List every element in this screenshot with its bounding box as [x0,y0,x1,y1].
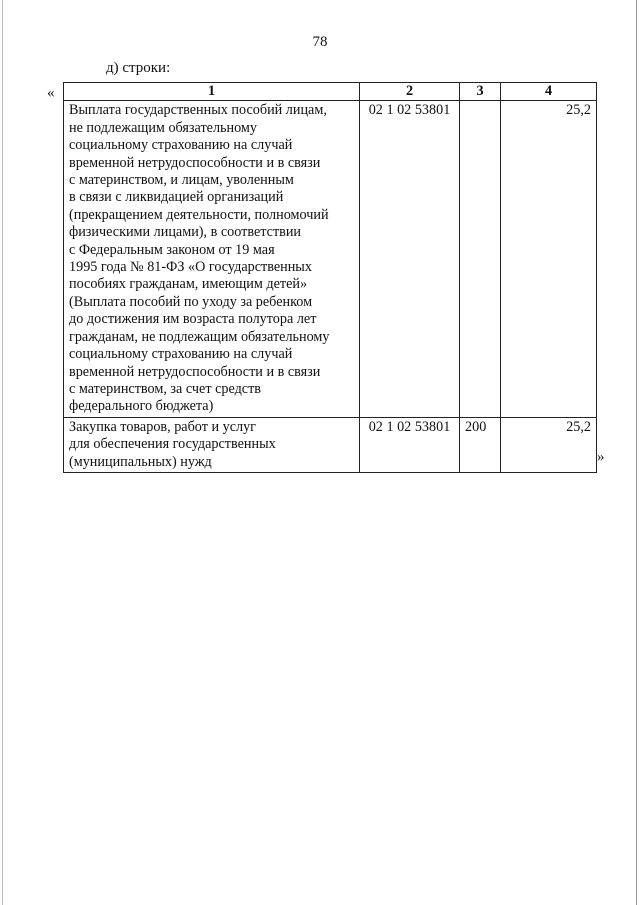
page-edge-left [2,0,3,905]
budget-lines-table [63,82,597,473]
closing-quote: » [597,449,605,465]
row-amount-cell: 25,2 [501,101,597,417]
page-edge-right [636,0,637,905]
opening-quote: « [47,85,55,101]
column-header-code: 2 [360,83,460,101]
row-code-cell: 02 1 02 53801 [360,101,460,417]
table-header-row [64,83,597,101]
row-type-cell [460,101,501,417]
row-type-cell: 200 [460,417,501,472]
row-name-cell: Выплата государственных пособий лицам, не подлежащим обязательному социальному страхованию на случай временной нетрудоспособности и в связи с материнством, и лицам, уволенным в связи с ликвидацией организаций (прекращением деятельности, полномочий физическими лицами), в соответствии с Федеральным законом от 19 мая 1995 года № 81-ФЗ «О государственных пособиях гражданам, имеющим детей» (Выплата пособий по уходу за ребенком до достижения им возраста полутора лет гражданам, не подлежащим обязательному социальному страхованию на случай временной нетрудоспособности и в связи с материнством, за счет средств федерального бюджета) [64,101,360,417]
row-code-cell: 02 1 02 53801 [360,417,460,472]
section-label: д) строки: [106,60,171,76]
column-header-name: 1 [64,83,360,101]
column-header-amount: 4 [501,83,597,101]
table-row [64,101,597,417]
row-name-cell: Закупка товаров, работ и услуг для обеспечения государственных (муниципальных) нужд [64,417,360,472]
page-number: 78 [312,34,328,50]
column-header-type: 3 [460,83,501,101]
row-amount-cell: 25,2 [501,417,597,472]
table-row [64,417,597,472]
